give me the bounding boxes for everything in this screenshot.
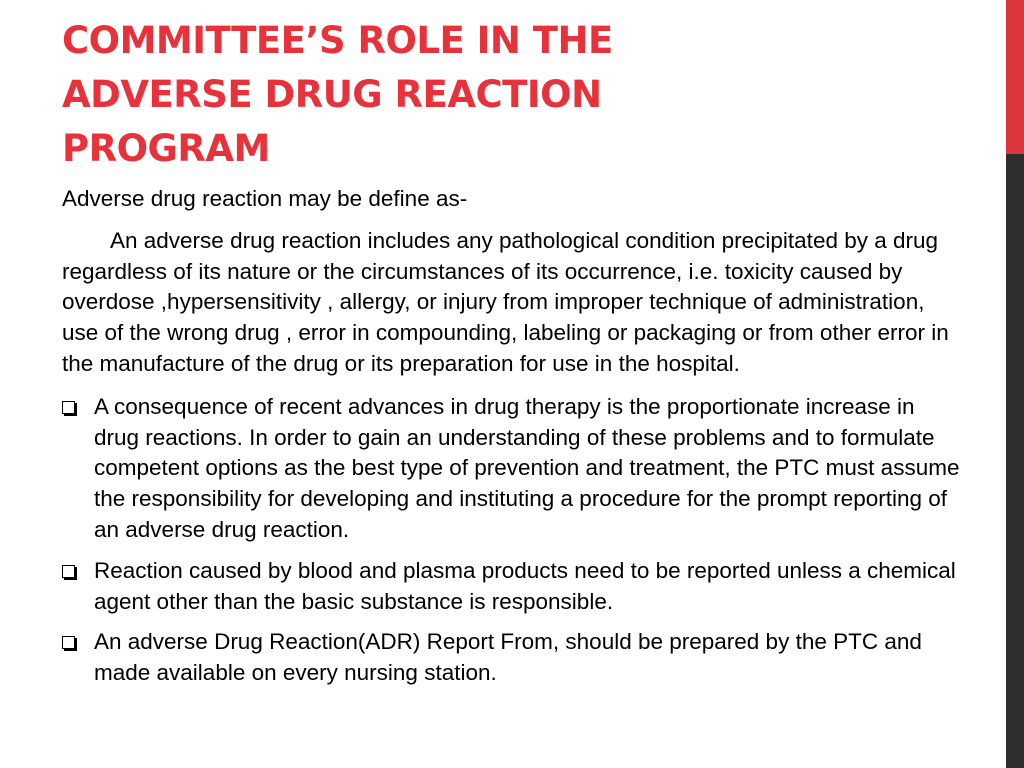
intro-text: Adverse drug reaction may be define as- bbox=[62, 186, 468, 211]
title-line-1: COMMITTEE’S ROLE IN THE bbox=[62, 19, 613, 62]
bullet-text: A consequence of recent advances in drug therapy is the proportionate increase in drug reactions. In order to gain an understanding of these problems and to formulate competent options as the best type of prevention and treatment, the PTC must assume the responsibility for developing and instituting a procedure for the prompt reporting of an adverse drug reaction. bbox=[94, 393, 960, 542]
checkbox-bullet-icon bbox=[62, 636, 75, 649]
accent-bar-dark bbox=[1006, 154, 1024, 768]
checkbox-bullet-icon bbox=[62, 565, 75, 578]
definition-paragraph: An adverse drug reaction includes any pathological condition precipitated by a drug regardless of its nature or the circumstances of its occurrence, i.e. toxicity caused by overdose ,hypersensitivity , allergy, or injury from improper technique of administration, use of the wrong drug , error in compounding, labeling or packaging or from other error in the manufacture of the drug or its preparation for use in the hospital. bbox=[62, 227, 949, 376]
slide-body bbox=[62, 184, 962, 699]
bullet-item bbox=[62, 392, 962, 546]
title-line-2: ADVERSE DRUG REACTION bbox=[62, 73, 602, 116]
bullet-item bbox=[62, 556, 962, 618]
slide-title bbox=[62, 14, 962, 176]
bullet-list bbox=[62, 392, 962, 689]
checkbox-bullet-icon bbox=[62, 401, 75, 414]
accent-bar-red bbox=[1006, 0, 1024, 154]
bullet-text: An adverse Drug Reaction(ADR) Report From, should be prepared by the PTC and made available on every nursing station. bbox=[94, 629, 922, 686]
title-line-3: PROGRAM bbox=[62, 127, 270, 170]
bullet-item bbox=[62, 627, 962, 689]
bullet-text: Reaction caused by blood and plasma products need to be reported unless a chemical agent other than the basic substance is responsible. bbox=[94, 557, 956, 614]
